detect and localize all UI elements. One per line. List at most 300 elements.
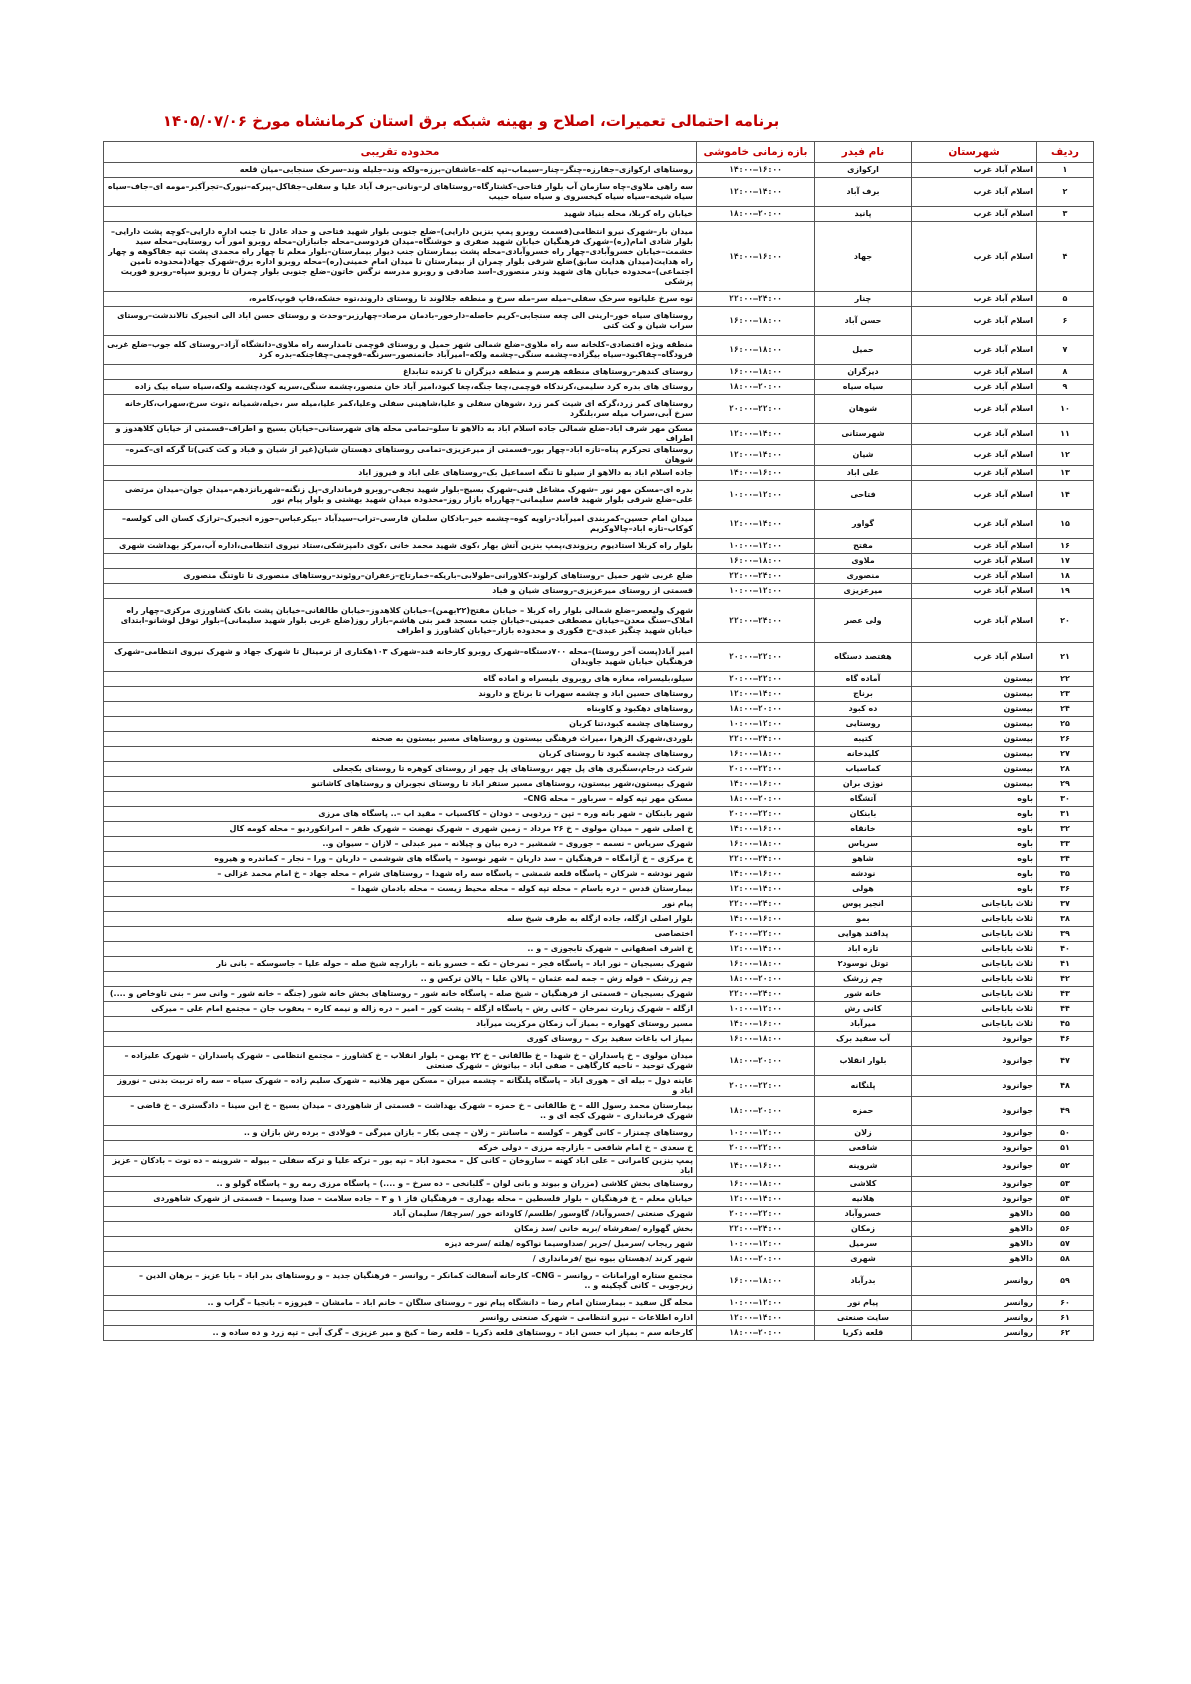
area-cell: چم زرشک – قوله زش – جمه لمه عثمان – پالان علیا – پالان ترکس و .. <box>104 972 697 987</box>
page-title: برنامه احتمالی تعمیرات، اصلاح و بهینه شبکه برق استان کرمانشاه مورخ ۱۴۰۵/۰۷/۰۶ <box>162 112 780 130</box>
county-cell: ثلاث باباجانی <box>912 972 1037 987</box>
area-cell: روستاهای تحرکرم پناه–تازه اباد–چهار بور–قسمتی از میرعزیزی–تمامی روستاهای دهستان شیان(غیر از شیان و قباد و کت کتی)تا گرکه ای–کمره–شوهان <box>104 445 697 466</box>
feeder-cell: انجیر پوس <box>815 897 912 912</box>
feeder-cell: شهرستانی <box>815 424 912 445</box>
feeder-cell: خانه شور <box>815 987 912 1002</box>
outage-period-cell: ۲۲:۰۰–۲۴:۰۰ <box>697 987 815 1002</box>
outage-period-cell: ۱۰:۰۰–۱۲:۰۰ <box>697 1126 815 1141</box>
row-number: ۴۵ <box>1037 1017 1094 1032</box>
row-number: ۲ <box>1037 178 1094 207</box>
feeder-cell: سیاه سیاه <box>815 380 912 395</box>
feeder-cell: کتیبه <box>815 732 912 747</box>
outage-period-cell: ۲۰:۰۰–۲۲:۰۰ <box>697 1076 815 1097</box>
feeder-cell: پدافند هوایی <box>815 927 912 942</box>
row-number: ۴۰ <box>1037 942 1094 957</box>
outage-period-cell: ۲۲:۰۰–۲۴:۰۰ <box>697 569 815 584</box>
table-row <box>104 584 1094 599</box>
table-row <box>104 1141 1094 1156</box>
outage-period-cell: ۱۴:۰۰–۱۶:۰۰ <box>697 1156 815 1177</box>
table-row <box>104 1267 1094 1296</box>
area-cell: خیابان راه کربلا، محله بنیاد شهید <box>104 207 697 222</box>
area-cell: روستاهای چمنزار – کانی گوهر – کولسه – ماسانتر – زلان – چمی بکار – بازان میرگی – فولادی – برده رش بازان و .. <box>104 1126 697 1141</box>
county-cell: روانسر <box>912 1296 1037 1311</box>
row-number: ۳۰ <box>1037 792 1094 807</box>
feeder-cell: بلوار انقلاب <box>815 1047 912 1076</box>
table-row <box>104 852 1094 867</box>
row-number: ۲۹ <box>1037 777 1094 792</box>
feeder-cell: بابنکان <box>815 807 912 822</box>
feeder-cell: منصوری <box>815 569 912 584</box>
outage-period-cell: ۲۲:۰۰–۲۴:۰۰ <box>697 852 815 867</box>
table-row <box>104 1296 1094 1311</box>
county-cell: روانسر <box>912 1267 1037 1296</box>
row-number: ۵۵ <box>1037 1207 1094 1222</box>
outage-period-cell: ۲۰:۰۰–۲۲:۰۰ <box>697 807 815 822</box>
outage-period-cell: ۱۰:۰۰–۱۲:۰۰ <box>697 717 815 732</box>
area-cell: بلوار اصلی ازگله، جاده ازگله به طرف شیخ سله <box>104 912 697 927</box>
row-number: ۱۳ <box>1037 466 1094 481</box>
feeder-cell: ارکوازی <box>815 163 912 178</box>
table-row <box>104 942 1094 957</box>
row-number: ۲۱ <box>1037 643 1094 672</box>
row-number: ۲۸ <box>1037 762 1094 777</box>
row-number: ۵۰ <box>1037 1126 1094 1141</box>
outage-period-cell: ۱۲:۰۰–۱۴:۰۰ <box>697 882 815 897</box>
row-number: ۲۰ <box>1037 599 1094 643</box>
feeder-cell: پلنگانه <box>815 1076 912 1097</box>
area-cell <box>104 554 697 569</box>
feeder-cell: چنار <box>815 292 912 307</box>
outage-period-cell: ۱۴:۰۰–۱۶:۰۰ <box>697 1017 815 1032</box>
county-cell: ثلاث باباجانی <box>912 1002 1037 1017</box>
county-cell: ثلاث باباجانی <box>912 987 1037 1002</box>
table-row <box>104 1156 1094 1177</box>
table-row <box>104 1017 1094 1032</box>
table-row <box>104 292 1094 307</box>
county-cell: بیستون <box>912 687 1037 702</box>
table-row <box>104 445 1094 466</box>
row-number: ۱۸ <box>1037 569 1094 584</box>
feeder-cell: زمکان <box>815 1222 912 1237</box>
outage-period-cell: ۱۰:۰۰–۱۲:۰۰ <box>697 1237 815 1252</box>
county-cell: ثلاث باباجانی <box>912 897 1037 912</box>
row-number: ۴۴ <box>1037 1002 1094 1017</box>
area-cell: ضلع غربی شهر حمیل –روستاهای کرلوند–کلاورانی–طولابی–باریکه–خمارتاج–زعفران–روئوند–روستاهای منصوری تا تاوتنگ منصوری <box>104 569 697 584</box>
outage-period-cell: ۲۰:۰۰–۲۲:۰۰ <box>697 1207 815 1222</box>
area-cell: محله گل سفید – بیمارستان امام رضا – دانشگاه پیام نور – روستای سلگان – خانم اباد – مامشان – فیروزه – بانجیا – گراب و .. <box>104 1296 697 1311</box>
outage-period-cell: ۱۶:۰۰–۱۸:۰۰ <box>697 1177 815 1192</box>
area-cell: پیام نور <box>104 897 697 912</box>
table-row <box>104 807 1094 822</box>
row-number: ۴۷ <box>1037 1047 1094 1076</box>
table-row <box>104 1326 1094 1341</box>
row-number: ۵ <box>1037 292 1094 307</box>
area-cell: بمپاز اب باغات سفید برک – روستای کوری <box>104 1032 697 1047</box>
county-cell: ثلاث باباجانی <box>912 942 1037 957</box>
outage-period-cell: ۱۸:۰۰–۲۰:۰۰ <box>697 702 815 717</box>
area-cell: شهرک بیستون،شهر بیستون، روستاهای مسیر ستفر اباد تا روستای نجوبران و روستاهای کاشاتنو <box>104 777 697 792</box>
feeder-cell: شهری <box>815 1252 912 1267</box>
area-cell: سه راهی ملاوی–چاه سازمان آب بلوار فتاحی–کشتارگاه–روستاهای لر–ونانی–برف آباد علیا و سفلی–جقاکل–پیرکه–نیورک–تجرآکبر–مومه ای–جاف–سیاه سیاه شیخه–سیاه سیاه کیخسروی و سیاه سیاه حبیب <box>104 178 697 207</box>
county-cell: اسلام آباد غرب <box>912 599 1037 643</box>
county-cell: جوانرود <box>912 1097 1037 1126</box>
county-cell: دالاهو <box>912 1252 1037 1267</box>
outage-period-cell: ۲۰:۰۰–۲۲:۰۰ <box>697 672 815 687</box>
table-body <box>104 163 1094 1341</box>
area-cell: امیر آباد(پست آخر روستا)–محله ۷۰۰دستگاه–شهرک روبرو کارخانه قند–شهرک ۱۰۳هکتاری از ترمینال تا شهرک جهاد و شهرک نیروی انتظامی–شهرک فرهنگیان خیابان شهید جاویدان <box>104 643 697 672</box>
outage-period-cell: ۱۶:۰۰–۱۸:۰۰ <box>697 1032 815 1047</box>
county-cell: جوانرود <box>912 1192 1037 1207</box>
feeder-cell: سایت صنعتی <box>815 1311 912 1326</box>
area-cell: روستاهای سیاه خور–ارینی الی چغه سنجابی–کریم حاصله–دارخور–بادمان مرصاد–چهارزبر–وحدت و روستای حسن اباد الی انجیرک تالاندشت–روستای سراب شیان و کت کتی <box>104 307 697 336</box>
county-cell: ثلاث باباجانی <box>912 957 1037 972</box>
area-cell: پمپ بنزین کامرانی – علی اباد کهنه – ساروخان – کانی کل – محمود اباد – تپه بور – ترکه علیا و ترکه سفلی – بیوله – شروینه – ده توت – بادکان – عزیز اباد <box>104 1156 697 1177</box>
table-row <box>104 1032 1094 1047</box>
row-number: ۵۸ <box>1037 1252 1094 1267</box>
area-cell: روستاهای کمر زرد،گرکه ای شیت کمر زرد ،شوهان سفلی و علیا،شاهینی سفلی وعلیا،کمر علیا،میله سر ،خیله،شمیانه ،توت سرخ،سهراب،کارخانه سرخ آبی،سراب میله سر،بلنگرد <box>104 395 697 424</box>
row-number: ۷ <box>1037 336 1094 365</box>
feeder-cell: خانقاه <box>815 822 912 837</box>
table-row <box>104 207 1094 222</box>
area-cell: مسیر روستای کهواره – بمیاز آب زمکان مرکزیت میرآباد <box>104 1017 697 1032</box>
row-number: ۱۷ <box>1037 554 1094 569</box>
county-cell: ثلاث باباجانی <box>912 1017 1037 1032</box>
area-cell: روستای های بدره کرد سلیمی،کرندکاه قوچمی،چغا جنگه،چغا کبود،امیر آباد خان منصور،چشمه سنگی،سریه کود،چشمه ولکه،سیاه سیاه بیک زاده <box>104 380 697 395</box>
outage-period-cell: ۱۶:۰۰–۱۸:۰۰ <box>697 747 815 762</box>
feeder-cell: توتل نوسود۲ <box>815 957 912 972</box>
county-cell: جوانرود <box>912 1126 1037 1141</box>
area-cell: منطقه ویژه اقتصادی–کلخانه سه راه ملاوی–ضلع شمالی شهر حمیل و روستای قوچمی تامدارسه راه ملاوی–دانشگاه آزاد–روستای کله جوب–ضلع غربی فرودگاه–چقاکبود–سیاه بیگزاده–چشمه سنگی–چشمه ولکه–امیرآباد خانمنصور–سرنگه–قوچمی–چقاجنکه–بدره کرد <box>104 336 697 365</box>
county-cell: بیستون <box>912 762 1037 777</box>
row-number: ۳۵ <box>1037 867 1094 882</box>
area-cell: شهرک صنعتی /خسروآباد/ گاوسور /طلسم/ کاوداته خور /سرچقا/ سلیمان آباد <box>104 1207 697 1222</box>
outage-period-cell: ۱۸:۰۰–۲۰:۰۰ <box>697 207 815 222</box>
row-number: ۱۱ <box>1037 424 1094 445</box>
table-row <box>104 643 1094 672</box>
table-row <box>104 163 1094 178</box>
row-number: ۱۰ <box>1037 395 1094 424</box>
outage-period-cell: ۱۸:۰۰–۲۰:۰۰ <box>697 1326 815 1341</box>
row-number: ۲۵ <box>1037 717 1094 732</box>
county-cell: اسلام آباد غرب <box>912 307 1037 336</box>
county-cell: بیستون <box>912 672 1037 687</box>
feeder-cell: حمیل <box>815 336 912 365</box>
county-cell: اسلام آباد غرب <box>912 466 1037 481</box>
area-cell: شهرک سریاس – نسمه – جوروی – شمشیر – دره بیان و چیلانه – میر عبدلی – لازان – سیوان و.. <box>104 837 697 852</box>
table-row <box>104 1192 1094 1207</box>
table-row <box>104 732 1094 747</box>
county-cell: اسلام آباد غرب <box>912 569 1037 584</box>
outage-period-cell: ۱۴:۰۰–۱۶:۰۰ <box>697 222 815 292</box>
outage-period-cell: ۱۰:۰۰–۱۲:۰۰ <box>697 481 815 510</box>
area-cell: بدره ای–مسکن مهر نور –شهرک مشاغل فنی–شهرک بسیج–بلوار شهید نجفی–روبرو فرمانداری–پل زنگنه–شهربانزدهم–میدان جوان–میدان مرتضی علی–ضلع شرقی بلوار شهید قاسم سلیمانی–چهارراه بازار روز–محدوده میدان شهید بهشتی و بلوار پیام نور <box>104 481 697 510</box>
table-row <box>104 380 1094 395</box>
row-number: ۳۴ <box>1037 852 1094 867</box>
row-number: ۳۹ <box>1037 927 1094 942</box>
table-row <box>104 481 1094 510</box>
row-number: ۱۶ <box>1037 539 1094 554</box>
area-cell: خ اشرف اصفهانی – شهرک تابجوزی – و .. <box>104 942 697 957</box>
county-cell: اسلام آباد غرب <box>912 380 1037 395</box>
county-cell: باوه <box>912 867 1037 882</box>
outage-period-cell: ۲۰:۰۰–۲۲:۰۰ <box>697 927 815 942</box>
county-cell: اسلام آباد غرب <box>912 163 1037 178</box>
row-number: ۳۲ <box>1037 822 1094 837</box>
feeder-cell: پیام نور <box>815 1296 912 1311</box>
table-row <box>104 1222 1094 1237</box>
outage-period-cell: ۱۸:۰۰–۲۰:۰۰ <box>697 1097 815 1126</box>
row-number: ۲۳ <box>1037 687 1094 702</box>
table-row <box>104 777 1094 792</box>
table-row <box>104 1126 1094 1141</box>
row-number: ۵۱ <box>1037 1141 1094 1156</box>
table-row <box>104 762 1094 777</box>
area-cell: مسکن مهر تپه کوله – سرباور – محله CNG– <box>104 792 697 807</box>
table-row <box>104 822 1094 837</box>
outage-period-cell: ۱۸:۰۰–۲۰:۰۰ <box>697 380 815 395</box>
row-number: ۵۶ <box>1037 1222 1094 1237</box>
outage-period-cell: ۲۲:۰۰–۲۴:۰۰ <box>697 732 815 747</box>
feeder-cell: قلعه ذکریا <box>815 1326 912 1341</box>
table-row <box>104 539 1094 554</box>
area-cell: خ مرکزی – خ آزامگاه – فرهنگیان – سد داریان – شهر نوسود – پاسگاه های شوشمی – داریان – ورا – نجار – کماندره و هیروه <box>104 852 697 867</box>
row-number: ۱۴ <box>1037 481 1094 510</box>
row-number: ۲۶ <box>1037 732 1094 747</box>
area-cell: بیمارستان قدس – دره باسام – محله تپه کوله – محله محیط زیست – محله بادمان شهدا – <box>104 882 697 897</box>
county-cell: بیستون <box>912 702 1037 717</box>
table-row <box>104 987 1094 1002</box>
feeder-cell: شروینه <box>815 1156 912 1177</box>
table-row <box>104 599 1094 643</box>
row-number: ۵۴ <box>1037 1192 1094 1207</box>
county-cell: ثلاث باباجانی <box>912 912 1037 927</box>
feeder-cell: زلان <box>815 1126 912 1141</box>
feeder-cell: نوژی بران <box>815 777 912 792</box>
table-row <box>104 957 1094 972</box>
feeder-cell: حسن آباد <box>815 307 912 336</box>
area-cell: شهر کرند /دهستان بیوه نیج /فرمانداری / <box>104 1252 697 1267</box>
outage-period-cell: ۲۲:۰۰–۲۴:۰۰ <box>697 292 815 307</box>
county-cell: بیستون <box>912 747 1037 762</box>
feeder-cell: هفتصد دستگاه <box>815 643 912 672</box>
area-cell: خ اصلی شهر – میدان مولوی – خ ۲۶ مرداد – زمین شهری – شهرک نهضت – شهرک ظفر – امرانکوردیو – محله کومه کال <box>104 822 697 837</box>
county-cell: اسلام آباد غرب <box>912 445 1037 466</box>
county-cell: باوه <box>912 882 1037 897</box>
feeder-cell: شوهان <box>815 395 912 424</box>
outage-period-cell: ۱۸:۰۰–۲۰:۰۰ <box>697 1047 815 1076</box>
county-cell: بیستون <box>912 717 1037 732</box>
row-number: ۶۲ <box>1037 1326 1094 1341</box>
feeder-cell: خسروآباد <box>815 1207 912 1222</box>
table-row <box>104 365 1094 380</box>
area-cell: بیمارستان محمد رسول الله – خ طالقانی – خ حمزه – شهرک بهداشت – قسمتی از شاهوردی – میدان بسیج – خ ابن سینا – دادگستری – خ قاضی – شهرک فرمانداری – شهرک کجه ای و .. <box>104 1097 697 1126</box>
county-cell: جوانرود <box>912 1156 1037 1177</box>
outage-period-cell: ۱۰:۰۰–۱۲:۰۰ <box>697 584 815 599</box>
feeder-cell: میرآباد <box>815 1017 912 1032</box>
area-cell: مسکن مهر شرف اباد–ضلع شمالی جاده اسلام اباد به دالاهو تا سلو–تمامی محله های شهرستانی–خیابان بسیج و اطراف–قسمتی از خیابان کلاهدوز و اطراف <box>104 424 697 445</box>
table-row <box>104 927 1094 942</box>
outage-period-cell: ۱۴:۰۰–۱۶:۰۰ <box>697 777 815 792</box>
area-cell: میدان امام حسین–کمربندی امیرآباد–زاویه کوه–چشمه خیر–بادکان سلمان فارسی–تراب–سیدآباد –بیکرعباس–حوزه انجیرک–ترازک کسان الی کولسه–کوکاب–تازه اباد–چالاوکریم <box>104 510 697 539</box>
row-number: ۹ <box>1037 380 1094 395</box>
row-number: ۶ <box>1037 307 1094 336</box>
outage-period-cell: ۱۴:۰۰–۱۶:۰۰ <box>697 163 815 178</box>
table-row <box>104 424 1094 445</box>
row-number: ۶۰ <box>1037 1296 1094 1311</box>
table-row <box>104 1177 1094 1192</box>
feeder-cell: آماده گاه <box>815 672 912 687</box>
table-row <box>104 569 1094 584</box>
table-row <box>104 1311 1094 1326</box>
row-number: ۱۵ <box>1037 510 1094 539</box>
feeder-cell: کلاشی <box>815 1177 912 1192</box>
outage-period-cell: ۱۴:۰۰–۱۶:۰۰ <box>697 466 815 481</box>
county-cell: اسلام آباد غرب <box>912 395 1037 424</box>
table-row <box>104 222 1094 292</box>
table-row <box>104 1002 1094 1017</box>
outage-period-cell: ۲۰:۰۰–۲۲:۰۰ <box>697 643 815 672</box>
area-cell: روستاهای حسین اباد و چشمه سهراب تا برناج و داروند <box>104 687 697 702</box>
county-cell: اسلام آباد غرب <box>912 365 1037 380</box>
table-row <box>104 336 1094 365</box>
table-row <box>104 466 1094 481</box>
area-cell: شهرک بسیجیان – قسمتی از فرهنگیان – شیخ صله – پاسگاه خانه شور – روستاهای بخش خانه شور (جنگه – خانه شور – وانی سر – بنی تاوخاص و ....) <box>104 987 697 1002</box>
county-cell: دالاهو <box>912 1237 1037 1252</box>
row-number: ۳۳ <box>1037 837 1094 852</box>
area-cell: اختصاصی <box>104 927 697 942</box>
outage-schedule-table <box>103 141 1094 1341</box>
area-cell: شهرک ولیعصر–ضلع شمالی بلوار راه کربلا – خیابان مفتح(۲۲بهمن)–خیابان کلاهدوز–خیابان طالقانی–خیابان پشت بانک کشاورزی مرکزی–چهار راه املاک–سنگ معدن–خیابان مصطفی خمینی–خیابان جنب مسجد قمر بنی هاشم–بازار روز(ضلع غربی بلوار شهید سلیمانی)–بلوار توقل لوشانو–ابتدای خیابان شهید چنگیز عبدی–ح فکوری و محدوده بازار–خیابان کشاورز و اطراف <box>104 599 697 643</box>
outage-period-cell: ۱۶:۰۰–۱۸:۰۰ <box>697 957 815 972</box>
feeder-cell: کلیدخانه <box>815 747 912 762</box>
county-cell: اسلام آباد غرب <box>912 539 1037 554</box>
outage-period-cell: ۲۲:۰۰–۲۴:۰۰ <box>697 897 815 912</box>
county-cell: جوانرود <box>912 1141 1037 1156</box>
county-cell: اسلام آباد غرب <box>912 510 1037 539</box>
table-row <box>104 1076 1094 1097</box>
area-cell: ازگله – شهرک زیارت نمرخان – کانی رش – پاسگاه ازگله – پشت کور – امیر – دره زاله و نیمه کاره – یعقوب جان – مجتمع امام علی – میرکی <box>104 1002 697 1017</box>
row-number: ۲۷ <box>1037 747 1094 762</box>
table-row <box>104 395 1094 424</box>
outage-period-cell: ۱۴:۰۰–۱۶:۰۰ <box>697 822 815 837</box>
feeder-cell: بدرآباد <box>815 1267 912 1296</box>
area-cell: روستاهای چشمه کبود تا روستای کربان <box>104 747 697 762</box>
outage-period-cell: ۱۴:۰۰–۱۶:۰۰ <box>697 867 815 882</box>
outage-period-cell: ۱۴:۰۰–۱۶:۰۰ <box>697 912 815 927</box>
row-number: ۳۸ <box>1037 912 1094 927</box>
area-cell: بلوردی،شهرک الزهرا ،میراث فرهنگی بیستون و روستاهای مسیر بیستون به صحنه <box>104 732 697 747</box>
feeder-cell: آتشگاه <box>815 792 912 807</box>
outage-period-cell: ۱۶:۰۰–۱۸:۰۰ <box>697 1267 815 1296</box>
feeder-cell: فتاحی <box>815 481 912 510</box>
outage-period-cell: ۱۲:۰۰–۱۴:۰۰ <box>697 510 815 539</box>
table-row <box>104 1207 1094 1222</box>
feeder-cell: کانی رش <box>815 1002 912 1017</box>
row-number: ۴۲ <box>1037 972 1094 987</box>
outage-period-cell: ۱۸:۰۰–۲۰:۰۰ <box>697 792 815 807</box>
feeder-cell: ملاوی <box>815 554 912 569</box>
row-number: ۴۳ <box>1037 987 1094 1002</box>
row-number: ۲۲ <box>1037 672 1094 687</box>
row-number: ۳۱ <box>1037 807 1094 822</box>
feeder-cell: جهاد <box>815 222 912 292</box>
outage-period-cell: ۱۶:۰۰–۱۸:۰۰ <box>697 365 815 380</box>
area-cell: روستای کندهر–روستاهای منطقه هرسم و منطقه دیزگران تا کرنده تنابداغ <box>104 365 697 380</box>
outage-period-cell: ۱۲:۰۰–۱۴:۰۰ <box>697 687 815 702</box>
table-row <box>104 747 1094 762</box>
feeder-cell: ده کبود <box>815 702 912 717</box>
county-cell: اسلام آباد غرب <box>912 336 1037 365</box>
row-number: ۴۶ <box>1037 1032 1094 1047</box>
area-cell: میدان مولوی – خ پاسداران – خ شهدا – خ طالقانی – خ ۲۲ بهمن – بلوار انقلاب – خ کشاورز – مجتمع انتظامی – شهرک پاسداران – شهرک علیزاده – شهرک توحید – ناحیه کارگاهی – صفی اباد – بیاتوش – شهرک صنعتی <box>104 1047 697 1076</box>
header-county: شهرستان <box>912 142 1037 163</box>
outage-period-cell: ۱۲:۰۰–۱۴:۰۰ <box>697 942 815 957</box>
outage-period-cell: ۱۲:۰۰–۱۴:۰۰ <box>697 445 815 466</box>
table-row <box>104 554 1094 569</box>
feeder-cell: روستایی <box>815 717 912 732</box>
row-number: ۵۳ <box>1037 1177 1094 1192</box>
outage-period-cell: ۱۸:۰۰–۲۰:۰۰ <box>697 1252 815 1267</box>
table-row <box>104 897 1094 912</box>
county-cell: جوانرود <box>912 1177 1037 1192</box>
outage-period-cell: ۱۰:۰۰–۱۲:۰۰ <box>697 539 815 554</box>
feeder-cell: شافعی <box>815 1141 912 1156</box>
feeder-cell: هلانیه <box>815 1192 912 1207</box>
feeder-cell: مفتح <box>815 539 912 554</box>
county-cell: دالاهو <box>912 1222 1037 1237</box>
outage-period-cell: ۲۲:۰۰–۲۴:۰۰ <box>697 1222 815 1237</box>
county-cell: باوه <box>912 837 1037 852</box>
table-row <box>104 912 1094 927</box>
county-cell: اسلام آباد غرب <box>912 292 1037 307</box>
feeder-cell: آب سفید برک <box>815 1032 912 1047</box>
feeder-cell: نودشه <box>815 867 912 882</box>
area-cell: بلوار راه کربلا استادیوم ریزوندی،پمپ بنزین آتش بهار ،کوی شهید محمد خانی ،کوی دامپزشکی،ستاد نیروی انتظامی،اداره آب،مرکز بهداشت شهری <box>104 539 697 554</box>
outage-period-cell: ۱۰:۰۰–۱۲:۰۰ <box>697 1002 815 1017</box>
feeder-cell: هولی <box>815 882 912 897</box>
outage-period-cell: ۱۰:۰۰–۱۲:۰۰ <box>697 1296 815 1311</box>
area-cell: شرکت درجام،سنگبری های پل چهر ،روستاهای پل چهر از روستای کوهره تا روستای بکجعلی <box>104 762 697 777</box>
table-row <box>104 867 1094 882</box>
feeder-cell: پانید <box>815 207 912 222</box>
table-row <box>104 687 1094 702</box>
table-row <box>104 1097 1094 1126</box>
county-cell: اسلام آباد غرب <box>912 178 1037 207</box>
area-cell: عاینه دول – بیله ای – هوری اباد – پاسگاه پلنگانه – چشمه میران – مسکن مهر هلانیه – شهرک سلیم زاده – شهرک سیاه – سه راه تربیت بدنی – نوروز اباد و <box>104 1076 697 1097</box>
feeder-cell: سرمیل <box>815 1237 912 1252</box>
county-cell: اسلام آباد غرب <box>912 584 1037 599</box>
outage-period-cell: ۱۲:۰۰–۱۴:۰۰ <box>697 1192 815 1207</box>
county-cell: ثلاث باباجانی <box>912 927 1037 942</box>
feeder-cell: برف آباد <box>815 178 912 207</box>
outage-period-cell: ۱۲:۰۰–۱۴:۰۰ <box>697 1311 815 1326</box>
outage-period-cell: ۲۰:۰۰–۲۲:۰۰ <box>697 1141 815 1156</box>
area-cell: سیلو،بلیسراه، مغازه های روبروی بلیسراه و اماده گاه <box>104 672 697 687</box>
header-row-number: ردیف <box>1037 142 1094 163</box>
header-feeder: نام فیدر <box>815 142 912 163</box>
county-cell: اسلام آباد غرب <box>912 643 1037 672</box>
table-row <box>104 702 1094 717</box>
area-cell: قسمتی از روستای میرعزیزی–روستای شیان و قباد <box>104 584 697 599</box>
county-cell: جوانرود <box>912 1032 1037 1047</box>
feeder-cell: برناج <box>815 687 912 702</box>
row-number: ۴۸ <box>1037 1076 1094 1097</box>
area-cell: میدان بار–شهرک نیرو انتظامی(قسمت روبرو پمپ بنزین دارایی)–ضلع جنوبی بلوار شهید فتاحی و حداد عادل تا جنب اداره دارایی–کوچه پشت دارایی–بلوار شادی امام(ره)–شهرک فرهنگیان خیابان شهید صفری و خوشنگاه–میدان فردوسی–محله جانبازان–محله روبرو امور آب روستایی–محله سید حشمت–خیابان خسروآبادی–چهار راه خسروآبادی–محله پشت بیمارستان جنب دیوار بیمارستان–بلوار معلم تا چهار راه محمدی پشت تپه جقاکوهه و چهار راه هدایت(میدان هدایت سابق)ضلع شرقی بلوار چمران از بیمارستان تا میدان امام خمینی(ره)–محله روبرو اداره برق–شهرک جهاد(محدوده تامین اجتماعی)–محدوده خیابان های شهید وندر منصوری–اسد صادقی و روبرو مدرسه نرگس خاتون–ضلع جنوبی بلوار چمران تا روبرو سپاه–روبرو فوریت پزشکی <box>104 222 697 292</box>
outage-period-cell: ۲۲:۰۰–۲۴:۰۰ <box>697 599 815 643</box>
area-cell: روستاهای ارکوازی–جقارزه–چنگر–چنار–سیماب–تپه کله–عاشقان–برزه–ولکه وند–جلیله وند–سرخک سنجابی–میان قلعه <box>104 163 697 178</box>
row-number: ۲۴ <box>1037 702 1094 717</box>
outage-period-cell: ۱۶:۰۰–۱۸:۰۰ <box>697 336 815 365</box>
